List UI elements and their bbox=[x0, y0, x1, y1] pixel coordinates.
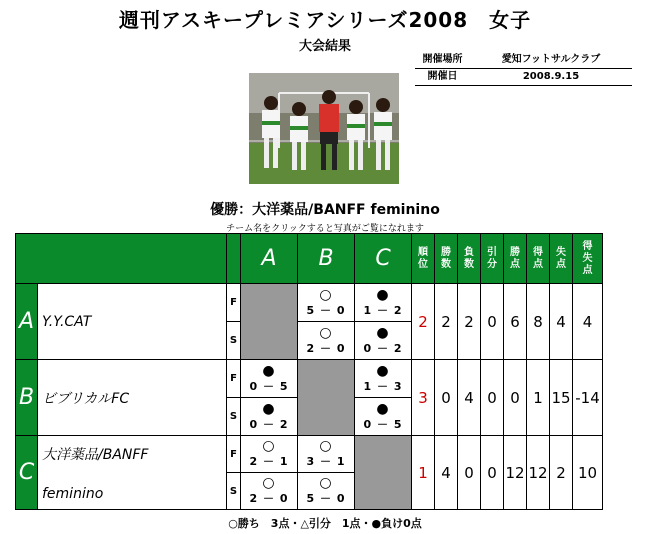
match-score: 0 － 2 bbox=[363, 341, 403, 355]
venue-row bbox=[415, 52, 632, 69]
row-letter-b: B bbox=[16, 360, 38, 436]
team-row-c-f bbox=[16, 436, 603, 473]
match-score: 1 － 2 bbox=[363, 303, 403, 317]
self-match-cell bbox=[241, 284, 298, 360]
result-symbol: ○ bbox=[262, 475, 276, 491]
venue-label: 開催場所 bbox=[422, 54, 463, 65]
stat-losses: 4 bbox=[458, 360, 481, 436]
stat-goals-for: 12 bbox=[527, 436, 550, 510]
header-losses: 負 数 bbox=[458, 234, 481, 284]
stat-rank: 1 bbox=[412, 436, 435, 510]
match-cell bbox=[355, 360, 412, 398]
stat-rank: 3 bbox=[412, 360, 435, 436]
result-symbol: ● bbox=[376, 324, 390, 341]
header-goal-diff: 得 失 点 bbox=[573, 234, 603, 284]
stat-points: 0 bbox=[504, 360, 527, 436]
team-name-line2[interactable]: feminino bbox=[42, 485, 104, 502]
col-header-b: B bbox=[298, 234, 355, 284]
result-symbol: ● bbox=[262, 362, 276, 379]
result-symbol: ● bbox=[376, 400, 390, 417]
header-blank bbox=[16, 234, 227, 284]
team-rows bbox=[16, 284, 603, 510]
team-name-link[interactable] bbox=[38, 284, 227, 360]
result-symbol: ○ bbox=[319, 475, 333, 491]
stat-wins: 0 bbox=[435, 360, 458, 436]
match-cell bbox=[298, 436, 355, 473]
event-info bbox=[415, 52, 632, 86]
match-cell bbox=[355, 284, 412, 322]
stat-losses: 0 bbox=[458, 436, 481, 510]
match-cell bbox=[298, 322, 355, 360]
page-subtitle: 大会結果 bbox=[298, 39, 351, 54]
team-photo-image bbox=[249, 73, 399, 184]
result-symbol: ○ bbox=[319, 324, 333, 341]
match-score: 3 － 1 bbox=[306, 455, 346, 468]
stat-goals-against: 2 bbox=[550, 436, 573, 510]
header-goals-against: 失 点 bbox=[550, 234, 573, 284]
stat-goal-diff: 4 bbox=[573, 284, 603, 360]
header-goals-for: 得 点 bbox=[527, 234, 550, 284]
legend: ○勝ち 3点・△引分 1点・●負け0点 bbox=[228, 517, 422, 530]
header-draws: 引 分 bbox=[481, 234, 504, 284]
match-score: 0 － 5 bbox=[249, 379, 289, 393]
match-score: 2 － 0 bbox=[306, 341, 346, 355]
match-score: 0 － 5 bbox=[363, 417, 403, 431]
result-symbol: ● bbox=[376, 286, 390, 303]
stat-draws: 0 bbox=[481, 360, 504, 436]
match-cell bbox=[241, 360, 298, 398]
stat-goals-for: 8 bbox=[527, 284, 550, 360]
result-symbol: ○ bbox=[319, 438, 333, 454]
half-label: F bbox=[227, 360, 241, 398]
date-label: 開催日 bbox=[427, 71, 458, 82]
match-cell bbox=[298, 473, 355, 510]
match-cell bbox=[241, 473, 298, 510]
match-cell bbox=[241, 398, 298, 436]
match-score: 0 － 2 bbox=[249, 417, 289, 431]
team-name-link[interactable] bbox=[38, 360, 227, 436]
results-table bbox=[15, 233, 603, 510]
team-name[interactable]: Y.Y.CAT bbox=[42, 313, 92, 330]
stat-goals-for: 1 bbox=[527, 360, 550, 436]
stat-points: 12 bbox=[504, 436, 527, 510]
row-letter-a: A bbox=[16, 284, 38, 360]
team-name-link[interactable] bbox=[38, 436, 227, 510]
stat-wins: 2 bbox=[435, 284, 458, 360]
team-name[interactable]: ビブリカルFC bbox=[42, 390, 130, 407]
header-half-blank bbox=[227, 234, 241, 284]
team-row-a-f bbox=[16, 284, 603, 322]
match-cell bbox=[241, 436, 298, 473]
row-letter-c: C bbox=[16, 436, 38, 510]
match-score: 2 － 0 bbox=[249, 492, 289, 505]
header-points: 勝 点 bbox=[504, 234, 527, 284]
header-rank: 順 位 bbox=[412, 234, 435, 284]
half-label: S bbox=[227, 473, 241, 510]
self-match-cell bbox=[298, 360, 355, 436]
stat-points: 6 bbox=[504, 284, 527, 360]
match-score: 1 － 3 bbox=[363, 379, 403, 393]
half-label: F bbox=[227, 436, 241, 473]
col-header-a: A bbox=[241, 234, 298, 284]
stat-goals-against: 15 bbox=[550, 360, 573, 436]
date-value: 2008.9.15 bbox=[522, 71, 580, 82]
col-header-c: C bbox=[355, 234, 412, 284]
stat-wins: 4 bbox=[435, 436, 458, 510]
stat-losses: 2 bbox=[458, 284, 481, 360]
stat-draws: 0 bbox=[481, 436, 504, 510]
match-score: 2 － 1 bbox=[249, 455, 289, 468]
result-symbol: ● bbox=[376, 362, 390, 379]
half-label: S bbox=[227, 398, 241, 436]
team-row-b-f bbox=[16, 360, 603, 398]
result-symbol: ○ bbox=[262, 438, 276, 454]
match-cell bbox=[355, 398, 412, 436]
match-cell bbox=[355, 322, 412, 360]
team-name[interactable]: 大洋薬品/BANFF bbox=[42, 446, 149, 463]
result-symbol: ○ bbox=[319, 286, 333, 303]
self-match-cell bbox=[355, 436, 412, 510]
date-row bbox=[415, 69, 632, 86]
result-symbol: ● bbox=[262, 400, 276, 417]
click-note: チーム名をクリックすると写真がご覧になれます bbox=[226, 224, 424, 234]
match-score: 5 － 0 bbox=[306, 303, 346, 317]
stat-goal-diff: 10 bbox=[573, 436, 603, 510]
page-title: 週刊アスキープレミアシリーズ2008 女子 bbox=[118, 8, 532, 32]
stat-goal-diff: -14 bbox=[573, 360, 603, 436]
half-label: S bbox=[227, 322, 241, 360]
header-wins: 勝 数 bbox=[435, 234, 458, 284]
winner-heading: 優勝：大洋薬品/BANFF feminino bbox=[210, 202, 440, 218]
stat-rank: 2 bbox=[412, 284, 435, 360]
venue-value: 愛知フットサルクラブ bbox=[501, 54, 601, 65]
header-row bbox=[16, 234, 603, 284]
stat-goals-against: 4 bbox=[550, 284, 573, 360]
team-photo bbox=[249, 73, 399, 184]
half-label: F bbox=[227, 284, 241, 322]
match-cell bbox=[298, 284, 355, 322]
stat-draws: 0 bbox=[481, 284, 504, 360]
match-score: 5 － 0 bbox=[306, 492, 346, 505]
